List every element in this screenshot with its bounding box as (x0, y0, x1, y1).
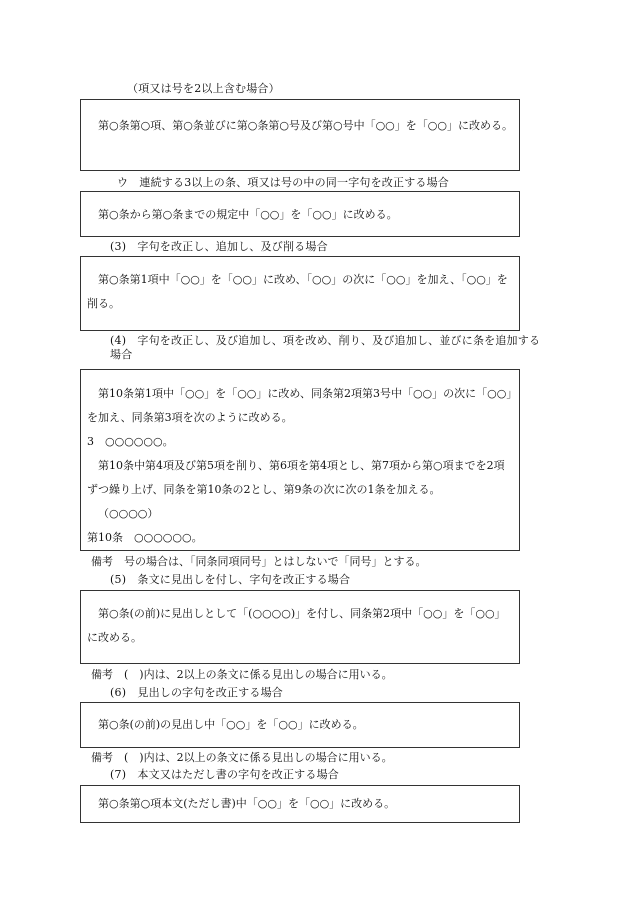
section-heading-4 (110, 334, 550, 362)
box-text: 第○条(の前)に見出しとして「(○○○○)」を付し、同条第2項中「○○」を「○○」に改める。 (87, 607, 506, 644)
amendment-box-multiple-items (80, 99, 520, 171)
box-text: 第○条第○項、第○条並びに第○条第○号及び第○号中「○○」を「○○」に改める。 (98, 119, 513, 132)
amendment-box-3 (80, 256, 520, 331)
amendment-box-6 (80, 702, 520, 748)
note-6: 備考 ( )内は、2以上の条文に係る見出しの場合に用いる。 (91, 751, 393, 764)
box-text: 第10条第1項中「○○」を「○○」に改め、同条第2項第3号中「○○」の次に「○○」を加え、同条第3項を次のように改める。 (87, 387, 512, 424)
section-heading-6: (6) 見出しの字句を改正する場合 (110, 686, 283, 699)
box-text: 第10条 ○○○○○○。 (87, 531, 203, 544)
section-heading-7: (7) 本文又はただし書の字句を改正する場合 (110, 768, 339, 781)
box-text: 3 ○○○○○○。 (87, 435, 174, 448)
amendment-box-u (80, 191, 520, 237)
amendment-box-5 (80, 590, 520, 664)
section-heading-5: (5) 条文に見出しを付し、字句を改正する場合 (110, 573, 351, 586)
box-text: 第○条から第○条までの規定中「○○」を「○○」に改める。 (98, 208, 398, 221)
section-heading-3: (3) 字句を改正し、追加し、及び削る場合 (110, 240, 328, 253)
section-heading-4-text: (4) 字句を改正し、及び追加し、項を改め、削り、及び追加し、並びに条を追加する場合 (110, 334, 541, 361)
note-5: 備考 ( )内は、2以上の条文に係る見出しの場合に用いる。 (91, 668, 393, 681)
box-text: 第○条第1項中「○○」を「○○」に改め、「○○」の次に「○○」を加え、「○○」を削る。 (87, 273, 508, 310)
box-text: 第○条第○項本文(ただし書)中「○○」を「○○」に改める。 (98, 797, 396, 810)
section-heading-multiple-items: （項又は号を2以上含む場合） (127, 82, 280, 95)
amendment-box-4 (80, 369, 520, 551)
section-heading-u: ウ 連続する3以上の条、項又は号の中の同一字句を改正する場合 (117, 176, 449, 189)
note-4: 備考 号の場合は、「同条同項同号」とはしないで「同号」とする。 (91, 555, 427, 568)
box-text: （○○○○） (98, 507, 159, 520)
box-text: 第○条(の前)の見出し中「○○」を「○○」に改める。 (98, 718, 364, 731)
amendment-box-7 (80, 785, 520, 823)
box-text: 第10条中第4項及び第5項を削り、第6項を第4項とし、第7項から第○項までを2項ずつ繰り上げ、同条を第10条の2とし、第9条の次に次の1条を加える。 (87, 459, 505, 496)
